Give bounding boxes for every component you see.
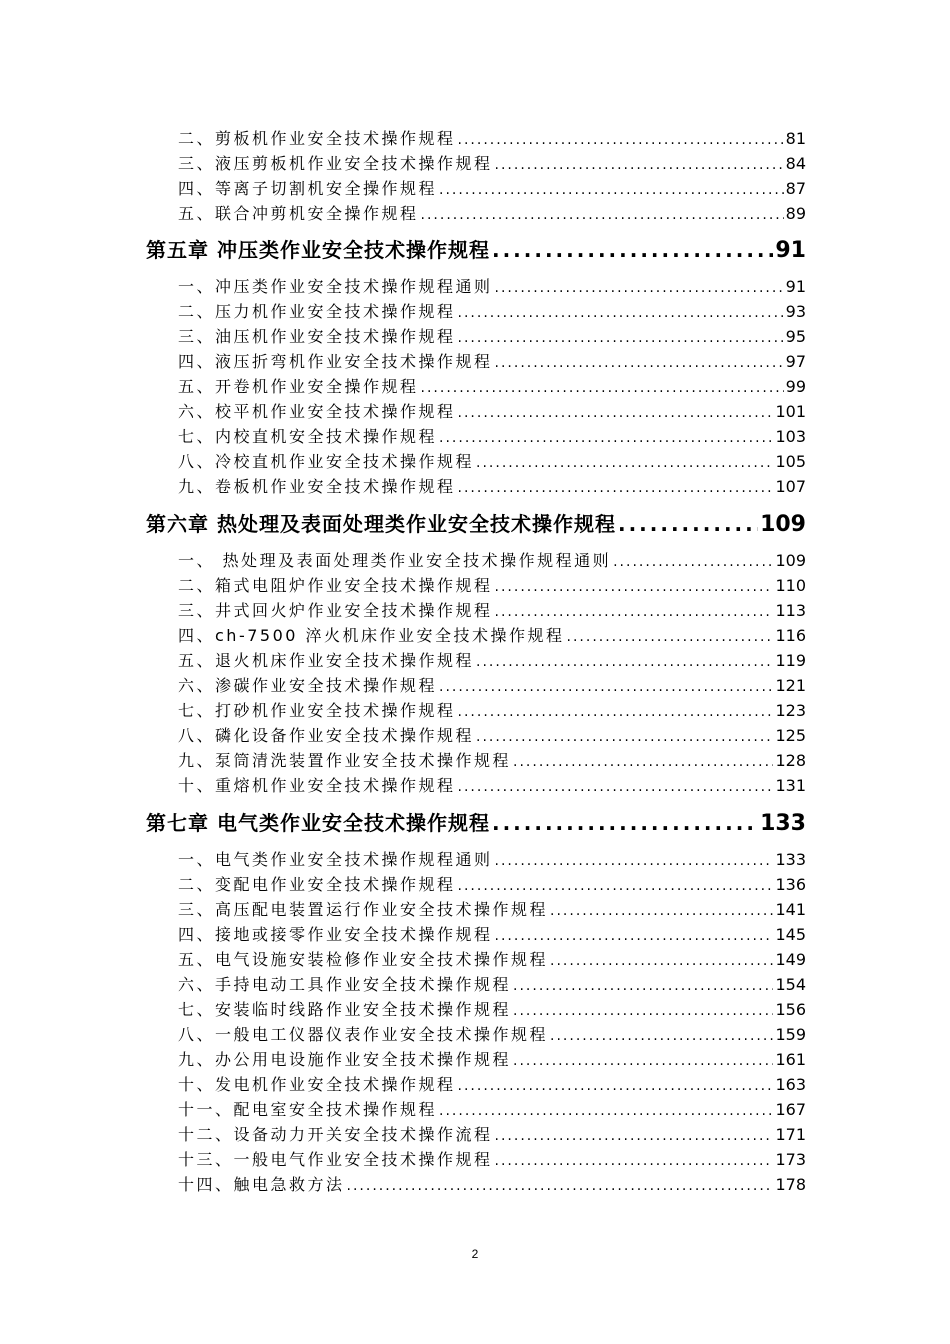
toc-entry[interactable] <box>178 178 806 200</box>
toc-entry-title: 第七章 电气类作业安全技术操作规程 <box>146 811 490 835</box>
toc-entry[interactable] <box>178 725 806 747</box>
toc-entry-title: 三、油压机作业安全技术操作规程 <box>178 327 456 346</box>
dot-leader <box>476 451 773 474</box>
toc-entry[interactable] <box>178 625 806 647</box>
dot-leader <box>495 924 774 947</box>
toc-entry-page: 145 <box>775 925 806 944</box>
toc-entry[interactable] <box>178 401 806 423</box>
dot-leader <box>458 401 774 424</box>
toc-entry-title: 四、等离子切割机安全操作规程 <box>178 179 438 198</box>
toc-entry-title: 三、液压剪板机作业安全技术操作规程 <box>178 154 493 173</box>
page-number: 2 <box>471 1247 479 1261</box>
toc-entry[interactable] <box>178 128 806 150</box>
dot-leader <box>492 236 773 264</box>
toc-entry-title: 第五章 冲压类作业安全技术操作规程 <box>146 238 490 262</box>
toc-entry-page: 110 <box>775 576 806 595</box>
toc-entry-page: 159 <box>775 1025 806 1044</box>
toc-entry-page: 95 <box>785 327 806 346</box>
toc-entry[interactable] <box>178 351 806 373</box>
dot-leader <box>439 675 773 698</box>
toc-entry-page: 156 <box>775 1000 806 1019</box>
dot-leader <box>458 128 784 151</box>
toc-entry-page: 97 <box>785 352 806 371</box>
toc-chapter-entry[interactable] <box>146 809 806 837</box>
toc-entry-page: 149 <box>775 950 806 969</box>
dot-leader <box>513 999 773 1022</box>
toc-entry-title: 九、卷板机作业安全技术操作规程 <box>178 477 456 496</box>
dot-leader <box>495 849 774 872</box>
dot-leader <box>618 510 758 538</box>
toc-entry-page: 154 <box>775 975 806 994</box>
toc-entry-title: 二、箱式电阻炉作业安全技术操作规程 <box>178 576 493 595</box>
toc-entry-page: 163 <box>775 1075 806 1094</box>
toc-entry-title: 八、一般电工仪器仪表作业安全技术操作规程 <box>178 1025 549 1044</box>
dot-leader <box>439 1099 773 1122</box>
toc-entry[interactable] <box>178 575 806 597</box>
toc-chapter-entry[interactable] <box>146 510 806 538</box>
toc-entry-page: 128 <box>775 751 806 770</box>
dot-leader <box>421 376 784 399</box>
toc-entry-page: 133 <box>775 850 806 869</box>
toc-entry-title: 九、办公用电设施作业安全技术操作规程 <box>178 1050 512 1069</box>
toc-entry-title: 九、泵筒清洗装置作业安全技术操作规程 <box>178 751 512 770</box>
toc-entry[interactable] <box>178 775 806 797</box>
toc-entry-page: 133 <box>760 811 806 836</box>
dot-leader <box>421 203 784 226</box>
toc-entry-page: 161 <box>775 1050 806 1069</box>
toc-entry[interactable] <box>178 1124 806 1146</box>
toc-entry[interactable] <box>178 600 806 622</box>
toc-entry[interactable] <box>178 949 806 971</box>
toc-entry-title: 六、校平机作业安全技术操作规程 <box>178 402 456 421</box>
toc-entry[interactable] <box>178 999 806 1021</box>
toc-entry[interactable] <box>178 924 806 946</box>
toc-entry-title: 七、打砂机作业安全技术操作规程 <box>178 701 456 720</box>
toc-entry-page: 91 <box>775 238 806 263</box>
dot-leader <box>495 276 784 299</box>
dot-leader <box>495 1124 774 1147</box>
toc-entry-title: 五、电气设施安装检修作业安全技术操作规程 <box>178 950 549 969</box>
dot-leader <box>513 1049 773 1072</box>
toc-entry-title: 十二、设备动力开关安全技术操作流程 <box>178 1125 493 1144</box>
toc-entry-page: 141 <box>775 900 806 919</box>
toc-entry-title: 七、内校直机安全技术操作规程 <box>178 427 438 446</box>
dot-leader <box>495 153 784 176</box>
dot-leader <box>476 725 773 748</box>
dot-leader <box>458 326 784 349</box>
toc-entry[interactable] <box>178 1049 806 1071</box>
toc-entry-title: 一、冲压类作业安全技术操作规程通则 <box>178 277 493 296</box>
toc-entry-title: 四、接地或接零作业安全技术操作规程 <box>178 925 493 944</box>
toc-entry[interactable] <box>178 451 806 473</box>
dot-leader <box>495 351 784 374</box>
toc-entry-page: 136 <box>775 875 806 894</box>
toc-entry-title: 十、重熔机作业安全技术操作规程 <box>178 776 456 795</box>
toc-entry-title: 八、冷校直机作业安全技术操作规程 <box>178 452 475 471</box>
toc-entry[interactable] <box>178 476 806 498</box>
toc-entry-page: 101 <box>775 402 806 421</box>
toc-entry-title: 四、液压折弯机作业安全技术操作规程 <box>178 352 493 371</box>
toc-entry-page: 109 <box>760 512 806 537</box>
toc-entry[interactable] <box>178 376 806 398</box>
toc-entry-title: 六、渗碳作业安全技术操作规程 <box>178 676 438 695</box>
toc-entry[interactable] <box>178 974 806 996</box>
toc-entry[interactable] <box>178 1149 806 1171</box>
toc-entry-page: 173 <box>775 1150 806 1169</box>
toc-entry-page: 105 <box>775 452 806 471</box>
toc-entry-page: 81 <box>785 129 806 148</box>
toc-entry-page: 167 <box>775 1100 806 1119</box>
toc-entry-page: 113 <box>775 601 806 620</box>
toc-entry-title: 七、安装临时线路作业安全技术操作规程 <box>178 1000 512 1019</box>
dot-leader <box>458 700 774 723</box>
toc-entry-title: 十三、一般电气作业安全技术操作规程 <box>178 1150 493 1169</box>
toc-entry-title: 三、高压配电装置运行作业安全技术操作规程 <box>178 900 549 919</box>
toc-entry-title: 十四、触电急救方法 <box>178 1175 345 1194</box>
toc-entry-title: 二、变配电作业安全技术操作规程 <box>178 875 456 894</box>
toc-entry[interactable] <box>178 849 806 871</box>
toc-entry[interactable] <box>178 426 806 448</box>
toc-entry-title: 二、剪板机作业安全技术操作规程 <box>178 129 456 148</box>
toc-entry[interactable] <box>178 1074 806 1096</box>
dot-leader <box>439 426 773 449</box>
toc-entry-title: 六、手持电动工具作业安全技术操作规程 <box>178 975 512 994</box>
toc-entry-page: 125 <box>775 726 806 745</box>
toc-entry-page: 93 <box>785 302 806 321</box>
toc-entry-page: 131 <box>775 776 806 795</box>
dot-leader <box>495 1149 774 1172</box>
toc-entry[interactable] <box>178 276 806 298</box>
toc-entry-page: 109 <box>775 551 806 570</box>
toc-entry-title: 十、发电机作业安全技术操作规程 <box>178 1075 456 1094</box>
toc-entry[interactable] <box>178 203 806 225</box>
dot-leader <box>550 899 773 922</box>
toc-entry-page: 89 <box>785 204 806 223</box>
toc-entry-page: 107 <box>775 477 806 496</box>
toc-entry-title: 八、磷化设备作业安全技术操作规程 <box>178 726 475 745</box>
dot-leader <box>513 974 773 997</box>
dot-leader <box>458 301 784 324</box>
toc-entry[interactable] <box>178 675 806 697</box>
toc-entry-title: 第六章 热处理及表面处理类作业安全技术操作规程 <box>146 512 616 536</box>
toc-entry[interactable] <box>178 153 806 175</box>
toc-entry-title: 一、电气类作业安全技术操作规程通则 <box>178 850 493 869</box>
toc-entry-page: 84 <box>785 154 806 173</box>
dot-leader <box>513 750 773 773</box>
dot-leader <box>567 625 774 648</box>
toc-entry-title: 三、井式回火炉作业安全技术操作规程 <box>178 601 493 620</box>
toc-entry-title: 五、开卷机作业安全操作规程 <box>178 377 419 396</box>
toc-entry-title: 一、 热处理及表面处理类作业安全技术操作规程通则 <box>178 551 612 570</box>
toc-entry[interactable] <box>178 650 806 672</box>
toc-entry[interactable] <box>178 1174 806 1196</box>
toc-entry-page: 103 <box>775 427 806 446</box>
toc-entry[interactable] <box>178 874 806 896</box>
toc-entry-page: 116 <box>775 626 806 645</box>
toc-entry-page: 178 <box>775 1175 806 1194</box>
toc-entry[interactable] <box>178 550 806 572</box>
toc-entry[interactable] <box>178 700 806 722</box>
dot-leader <box>458 775 774 798</box>
toc-entry-title: 五、退火机床作业安全技术操作规程 <box>178 651 475 670</box>
toc-entry[interactable] <box>178 750 806 772</box>
toc-entry[interactable] <box>178 1024 806 1046</box>
toc-entry-page: 123 <box>775 701 806 720</box>
toc-entry-title: 五、联合冲剪机安全操作规程 <box>178 204 419 223</box>
toc-entry-title: 二、压力机作业安全技术操作规程 <box>178 302 456 321</box>
dot-leader <box>458 1074 774 1097</box>
toc-entry-page: 99 <box>785 377 806 396</box>
dot-leader <box>550 1024 773 1047</box>
toc-entry[interactable] <box>178 899 806 921</box>
dot-leader <box>550 949 773 972</box>
dot-leader <box>476 650 773 673</box>
toc-entry-title: 四、ch-7500 淬火机床作业安全技术操作规程 <box>178 626 565 645</box>
toc-chapter-entry[interactable] <box>146 236 806 264</box>
dot-leader <box>613 550 773 573</box>
toc-entry[interactable] <box>178 301 806 323</box>
dot-leader <box>458 476 774 499</box>
toc-entry-page: 171 <box>775 1125 806 1144</box>
dot-leader <box>495 575 774 598</box>
toc-entry-page: 121 <box>775 676 806 695</box>
toc-entry-page: 119 <box>775 651 806 670</box>
dot-leader <box>495 600 774 623</box>
dot-leader <box>458 874 774 897</box>
dot-leader <box>439 178 784 201</box>
dot-leader <box>492 809 758 837</box>
toc-entry-title: 十一、配电室安全技术操作规程 <box>178 1100 438 1119</box>
dot-leader <box>347 1174 774 1197</box>
toc-entry[interactable] <box>178 1099 806 1121</box>
toc-entry[interactable] <box>178 326 806 348</box>
toc-entry-page: 91 <box>785 277 806 296</box>
toc-entry-page: 87 <box>785 179 806 198</box>
